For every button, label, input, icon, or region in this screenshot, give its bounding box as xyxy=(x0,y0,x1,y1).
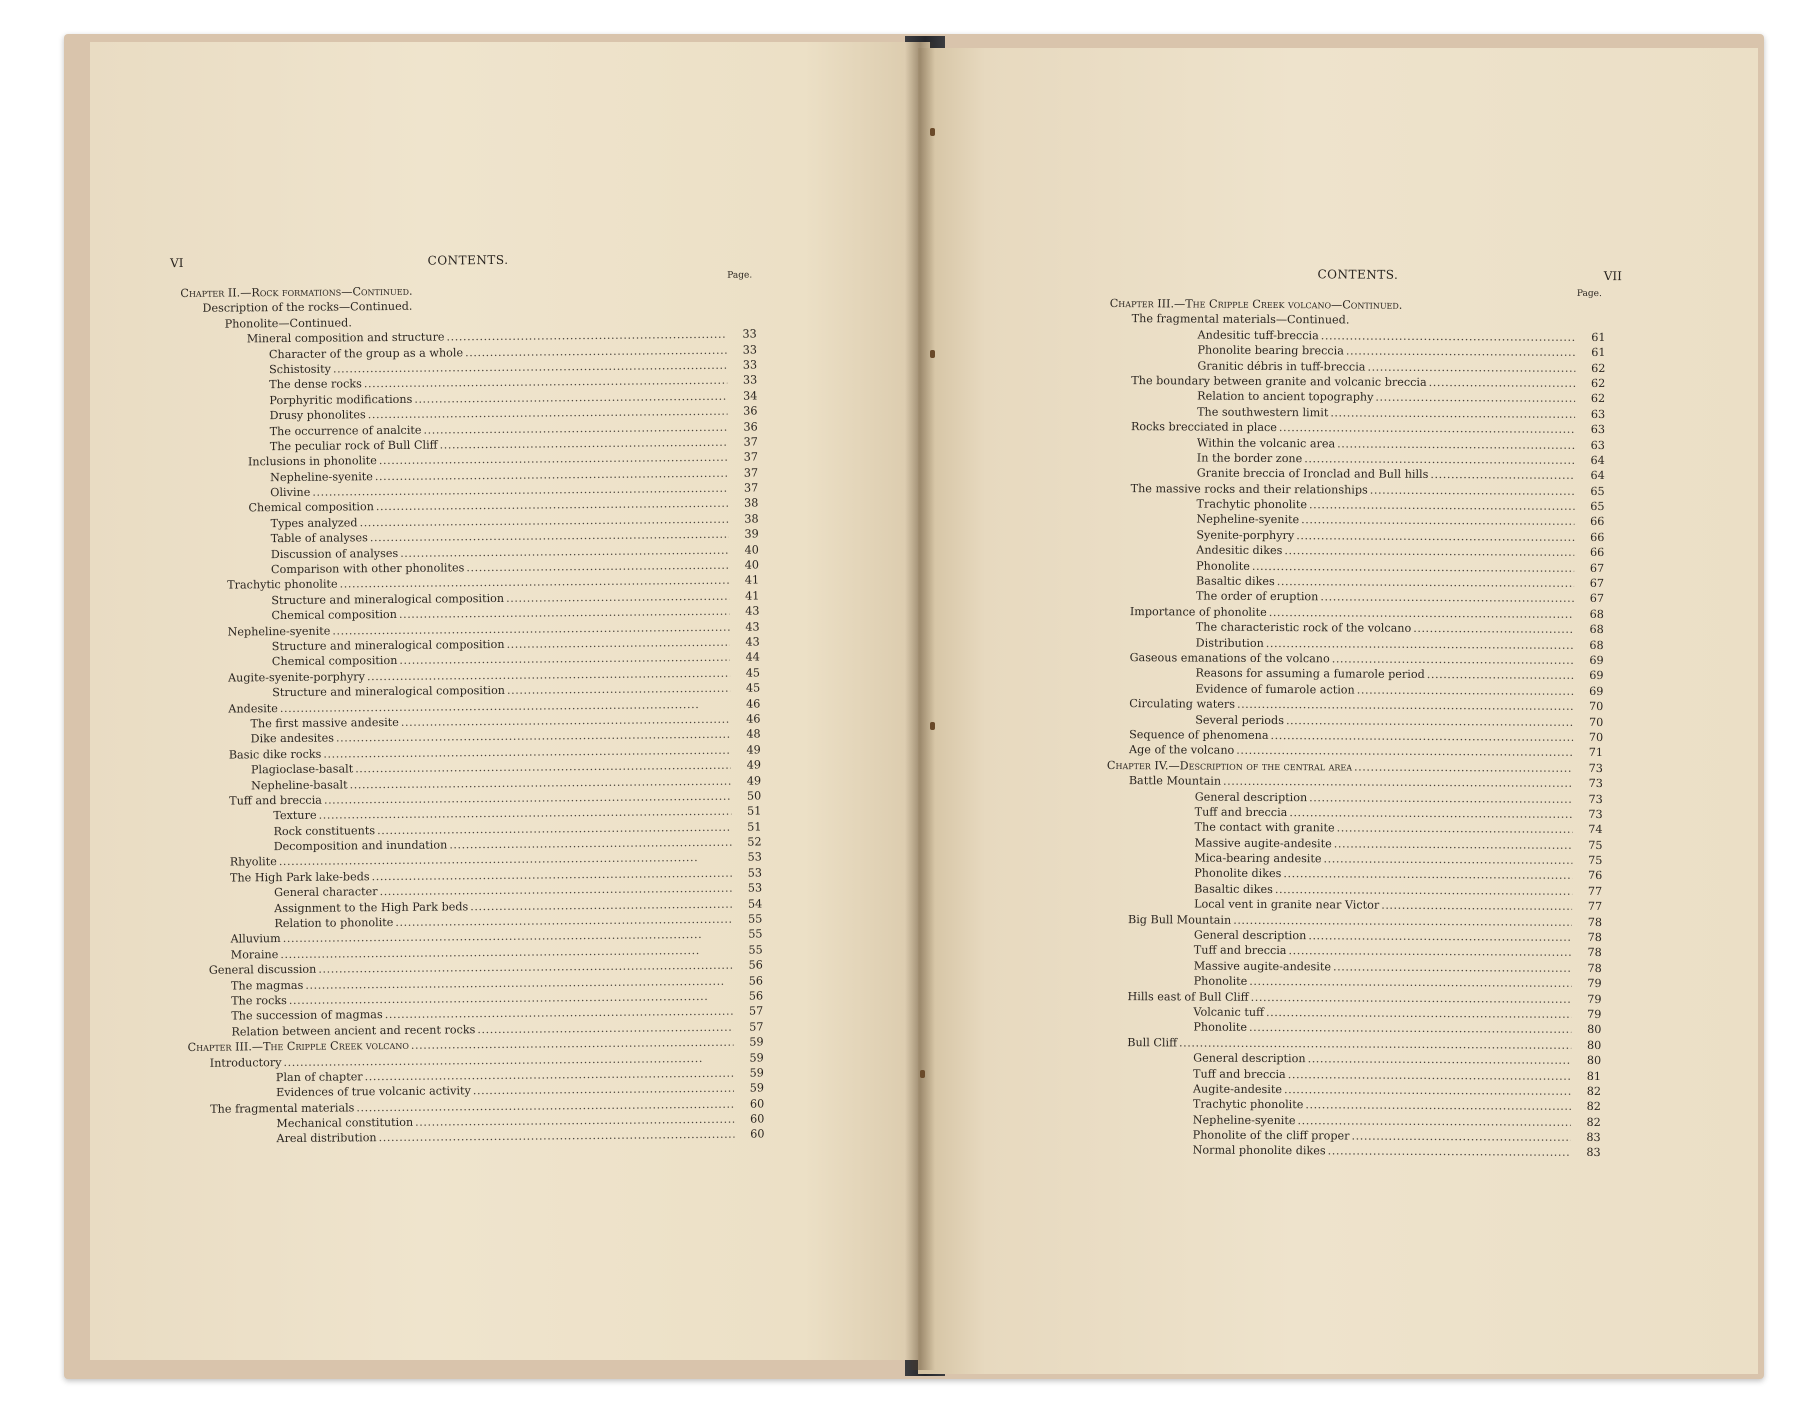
right-entry-list xyxy=(1105,296,1606,1161)
toc-entry-page: 67 xyxy=(1589,592,1605,606)
right-header xyxy=(1110,266,1622,287)
toc-entry-title: Phonolite xyxy=(1193,1020,1248,1035)
toc-entry-page: 43 xyxy=(745,604,760,618)
toc-entry-title: Mica-bearing andesite xyxy=(1194,851,1322,866)
gutter-shadow xyxy=(905,42,935,1370)
toc-entry-title: Discussion of analyses xyxy=(270,546,399,561)
dot-leader xyxy=(414,307,726,310)
dot-leader xyxy=(1330,405,1575,422)
toc-entry-page: 43 xyxy=(745,635,760,649)
left-toc xyxy=(170,250,765,1147)
toc-entry-title: Granite breccia of Ironclad and Bull hills xyxy=(1196,466,1429,482)
toc-entry-title: Nepheline-syenite xyxy=(227,624,331,639)
toc-entry-page: 68 xyxy=(1589,623,1604,637)
dot-leader xyxy=(415,292,727,295)
toc-entry-page: 65 xyxy=(1590,500,1605,514)
toc-entry-title: In the border zone xyxy=(1196,451,1303,466)
toc-entry-title: Massive augite-andesite xyxy=(1193,959,1332,974)
toc-entry-page: 71 xyxy=(1588,746,1604,760)
toc-entry-page: 37 xyxy=(743,435,758,449)
toc-entry-title: Massive augite-andesite xyxy=(1194,836,1332,851)
toc-entry xyxy=(1106,912,1602,930)
left-page-column-label: Page. xyxy=(727,270,753,281)
toc-entry-page: 69 xyxy=(1589,684,1604,698)
toc-entry-title: The characteristic rock of the volcano xyxy=(1195,620,1412,636)
dot-leader xyxy=(1323,851,1572,868)
toc-entry-title: Importance of phonolite xyxy=(1129,604,1267,619)
toc-entry-page: 82 xyxy=(1586,1115,1601,1129)
toc-entry-page: 68 xyxy=(1589,607,1604,621)
dot-leader xyxy=(1333,959,1572,976)
toc-entry-page: 54 xyxy=(747,897,763,911)
toc-entry-title: Within the volcanic area xyxy=(1196,436,1336,450)
toc-entry-page: 38 xyxy=(744,496,759,511)
toc-entry-page: 69 xyxy=(1589,653,1604,668)
toc-entry-title: General character xyxy=(274,885,378,900)
dot-leader xyxy=(1270,728,1573,745)
dot-leader xyxy=(1370,482,1575,499)
toc-entry-page: 33 xyxy=(742,373,758,387)
left-entry-list xyxy=(180,280,764,1147)
toc-entry-title: The order of eruption xyxy=(1195,589,1319,604)
dot-leader xyxy=(1309,497,1575,514)
dot-leader xyxy=(1277,574,1574,591)
toc-entry-title: The fragmental materials—Continued. xyxy=(1131,312,1350,327)
binding-thread-mark xyxy=(930,128,935,136)
toc-entry-title: Relation between ancient and recent rocks xyxy=(231,1022,476,1039)
toc-entry-page: 50 xyxy=(746,789,762,803)
toc-entry-title: Syenite-porphyry xyxy=(1196,528,1295,542)
toc-entry-title: The High Park lake-beds xyxy=(229,870,370,885)
toc-entry-page: 70 xyxy=(1588,730,1604,744)
toc-entry-title: Plan of chapter xyxy=(275,1070,363,1085)
toc-entry-title: The magmas xyxy=(230,978,304,993)
toc-entry-title: The rocks xyxy=(231,993,287,1008)
toc-entry-title: General description xyxy=(1194,790,1308,804)
toc-entry-title: Drusy phonolites xyxy=(269,408,366,423)
toc-entry-title: Basaltic dikes xyxy=(1194,882,1273,896)
toc-entry-title: Phonolite of the cliff proper xyxy=(1192,1128,1350,1143)
toc-entry-title: Andesitic tuff-breccia xyxy=(1197,328,1319,343)
toc-entry-page: 40 xyxy=(744,543,759,557)
toc-entry-title: The occurrence of analcite xyxy=(269,423,422,438)
toc-entry-page: 81 xyxy=(1586,1069,1602,1083)
toc-entry-page: 75 xyxy=(1588,838,1603,852)
toc-entry-page: 49 xyxy=(746,773,762,788)
toc-entry-page: 37 xyxy=(743,481,759,495)
toc-entry-page: 53 xyxy=(747,850,762,865)
left-running-head: CONTENTS. xyxy=(427,252,509,268)
toc-entry-page: 73 xyxy=(1588,807,1603,821)
toc-entry xyxy=(1109,373,1605,391)
toc-entry xyxy=(1105,1142,1601,1160)
dot-leader xyxy=(1381,898,1572,915)
toc-entry-page: 82 xyxy=(1586,1100,1601,1114)
right-toc xyxy=(1105,266,1622,1161)
toc-entry-title: Comparison with other phonolites xyxy=(270,561,465,577)
dot-leader xyxy=(1288,1067,1571,1084)
toc-entry-title: Sequence of phenomena xyxy=(1129,728,1269,742)
dot-leader xyxy=(354,323,727,327)
toc-entry-page: 51 xyxy=(747,820,762,834)
toc-entry-title: Normal phonolite dikes xyxy=(1192,1144,1326,1158)
toc-entry-page: 62 xyxy=(1591,361,1606,375)
toc-entry-title: Areal distribution xyxy=(276,1131,377,1146)
toc-entry-title: The peculiar rock of Bull Cliff xyxy=(269,438,438,454)
toc-entry-title: Nepheline-syenite xyxy=(270,469,373,484)
toc-entry-page: 51 xyxy=(747,804,762,818)
toc-entry xyxy=(1107,773,1603,791)
toc-entry-title: Reasons for assuming a fumarole period xyxy=(1195,666,1425,682)
toc-entry-title: Chemical composition xyxy=(271,608,397,623)
toc-entry-title: Structure and mineralogical composition xyxy=(271,637,505,654)
toc-entry-page: 74 xyxy=(1588,823,1603,837)
toc-entry-title: Circulating waters xyxy=(1129,697,1236,711)
toc-entry-page: 62 xyxy=(1590,392,1606,406)
dot-leader xyxy=(1332,651,1574,668)
toc-entry-page: 61 xyxy=(1591,346,1606,360)
dot-leader xyxy=(1284,543,1574,560)
toc-entry-page: 70 xyxy=(1589,700,1604,714)
toc-entry-title: Trachytic phonolite xyxy=(1196,497,1308,512)
toc-entry-title: Alluvium xyxy=(230,932,281,946)
toc-entry-page: 46 xyxy=(746,696,761,711)
dot-leader xyxy=(1321,328,1576,345)
toc-entry-page: 78 xyxy=(1587,915,1603,929)
toc-entry-title: Volcanic tuff xyxy=(1193,1005,1265,1019)
toc-entry-title: Several periods xyxy=(1195,713,1285,727)
toc-entry-title: Chemical composition xyxy=(248,500,374,515)
toc-entry xyxy=(1108,604,1604,622)
toc-entry xyxy=(1108,650,1604,668)
toc-entry-page: 40 xyxy=(744,558,760,572)
right-page-column-label: Page. xyxy=(1576,288,1602,300)
binding-thread-mark xyxy=(920,1070,925,1078)
toc-entry-page: 53 xyxy=(747,881,763,895)
toc-entry-page: 80 xyxy=(1586,1038,1602,1052)
toc-entry-title: Relation to ancient topography xyxy=(1197,389,1374,404)
toc-entry-title: Rock constituents xyxy=(273,823,376,838)
toc-entry-title: General description xyxy=(1193,928,1307,943)
toc-entry-page: 56 xyxy=(748,974,764,988)
toc-entry-page: 57 xyxy=(749,1020,764,1034)
toc-entry-page: 45 xyxy=(745,681,761,695)
toc-entry-title: Tuff and breccia xyxy=(1193,1067,1286,1081)
toc-entry-page: 43 xyxy=(745,620,760,634)
toc-entry-title: Rhyolite xyxy=(229,855,277,870)
dot-leader xyxy=(1309,790,1573,807)
toc-entry-page: 49 xyxy=(746,743,761,757)
toc-entry-page: 67 xyxy=(1589,561,1605,575)
toc-entry-title: Andesite xyxy=(228,701,278,716)
toc-entry-page: 62 xyxy=(1591,376,1606,390)
toc-entry-title: Evidence of fumarole action xyxy=(1195,682,1355,697)
toc-entry-title: General discussion xyxy=(208,962,317,977)
toc-entry-page: 46 xyxy=(746,712,761,726)
toc-entry-title: The succession of magmas xyxy=(231,1008,383,1023)
toc-entry-page: 52 xyxy=(747,835,762,849)
toc-entry-page: 37 xyxy=(743,450,759,464)
toc-entry-title: Granitic débris in tuff-breccia xyxy=(1197,359,1366,374)
toc-entry-title: Chapter III.—The Cripple Creek volcano xyxy=(187,1038,409,1055)
toc-entry-page: 78 xyxy=(1587,930,1602,945)
toc-entry xyxy=(1109,419,1605,437)
dot-leader xyxy=(1346,344,1576,361)
toc-entry-title: Texture xyxy=(273,808,317,823)
toc-entry-page: 55 xyxy=(748,912,763,926)
toc-entry-page: 59 xyxy=(749,1050,764,1065)
toc-entry-title: Augite-syenite-porphyry xyxy=(227,670,365,685)
toc-entry-title: Distribution xyxy=(1195,636,1264,650)
toc-entry-title: Chapter IV.—Description of the central area xyxy=(1106,758,1353,774)
toc-entry-title: The contact with granite xyxy=(1194,820,1335,835)
toc-entry-page: 60 xyxy=(749,1097,765,1111)
toc-entry-page: 56 xyxy=(748,958,763,972)
dot-leader xyxy=(1429,375,1576,391)
toc-entry-title: Inclusions in phonolite xyxy=(247,454,377,469)
toc-entry-page: 41 xyxy=(744,589,760,603)
toc-entry-page: 37 xyxy=(743,466,759,480)
toc-entry-page: 79 xyxy=(1587,977,1602,991)
toc-entry-title: Mechanical constitution xyxy=(276,1115,414,1131)
dot-leader xyxy=(1286,713,1573,730)
dot-leader xyxy=(1301,513,1574,530)
toc-entry-page: 64 xyxy=(1590,469,1605,483)
toc-entry-title: Phonolite—Continued. xyxy=(224,316,352,331)
toc-entry-page: 33 xyxy=(742,343,757,357)
toc-entry-title: Phonolite bearing breccia xyxy=(1197,343,1344,358)
dot-leader xyxy=(1284,1082,1571,1099)
toc-entry-page: 79 xyxy=(1587,1007,1602,1021)
toc-entry-page: 63 xyxy=(1590,423,1606,437)
toc-entry-title: Schistosity xyxy=(269,362,331,377)
toc-entry-title: Nepheline-syenite xyxy=(1196,513,1300,527)
toc-entry-title: Tuff and breccia xyxy=(1194,805,1288,819)
toc-entry-page: 55 xyxy=(748,927,763,941)
toc-entry-title: Local vent in granite near Victor xyxy=(1194,897,1380,912)
dot-leader xyxy=(1404,309,1575,310)
toc-entry-page: 60 xyxy=(749,1112,765,1126)
toc-entry-title: Trachytic phonolite xyxy=(227,577,338,592)
toc-entry-page: 53 xyxy=(747,866,763,880)
dot-leader xyxy=(1328,1144,1571,1161)
toc-entry-page: 59 xyxy=(749,1081,765,1095)
toc-entry-title: Gaseous emanations of the volcano xyxy=(1129,651,1330,666)
toc-entry-page: 33 xyxy=(742,358,758,372)
toc-entry-title: Nepheline-syenite xyxy=(1192,1113,1296,1127)
toc-entry-title: Chemical composition xyxy=(271,654,398,669)
toc-entry-title: Character of the group as a whole xyxy=(268,345,464,361)
binding-thread-mark xyxy=(930,350,935,358)
toc-entry-page: 75 xyxy=(1588,853,1603,868)
dot-leader xyxy=(1308,1051,1572,1068)
toc-entry-page: 63 xyxy=(1590,407,1606,421)
toc-entry-page: 70 xyxy=(1588,715,1604,729)
toc-entry-page: 77 xyxy=(1587,900,1603,914)
toc-entry-title: Decomposition and inundation xyxy=(273,838,448,854)
toc-entry-title: The first massive andesite xyxy=(250,715,399,731)
toc-entry-page: 73 xyxy=(1588,777,1603,791)
dot-leader xyxy=(1296,528,1574,545)
toc-entry-page: 66 xyxy=(1589,546,1605,560)
toc-entry-page: 39 xyxy=(744,527,759,541)
toc-entry-page: 73 xyxy=(1588,792,1603,806)
right-folio: VII xyxy=(1603,269,1622,284)
dot-leader xyxy=(1375,390,1575,407)
toc-entry-title: Relation to phonolite xyxy=(274,915,394,931)
toc-entry-page: 65 xyxy=(1590,484,1605,498)
toc-entry-page: 66 xyxy=(1590,515,1605,529)
toc-entry-title: The southwestern limit xyxy=(1197,405,1329,420)
toc-entry-page: 82 xyxy=(1586,1084,1602,1098)
toc-entry-title: Mineral composition and structure xyxy=(246,330,445,346)
dot-leader xyxy=(1288,944,1571,961)
toc-entry-page: 64 xyxy=(1590,453,1605,467)
dot-leader xyxy=(1351,324,1575,325)
toc-entry xyxy=(1109,481,1605,499)
toc-entry-title: Olivine xyxy=(270,485,311,500)
toc-entry-title: Assignment to the High Park beds xyxy=(274,899,469,915)
dot-leader xyxy=(1275,882,1572,899)
toc-entry-title: The boundary between granite and volcanic breccia xyxy=(1131,374,1427,389)
toc-entry-page: 67 xyxy=(1589,576,1605,591)
toc-entry-title: The dense rocks xyxy=(269,377,362,392)
dot-leader xyxy=(1430,467,1574,483)
left-folio: VI xyxy=(170,255,184,271)
toc-entry-title: General description xyxy=(1193,1051,1306,1066)
toc-entry-title: Moraine xyxy=(230,947,279,962)
toc-entry-page: 83 xyxy=(1586,1146,1601,1160)
dot-leader xyxy=(1320,590,1574,607)
toc-entry-page: 83 xyxy=(1586,1131,1601,1145)
toc-entry-title: Tuff and breccia xyxy=(229,793,322,808)
toc-entry-page: 76 xyxy=(1587,869,1603,883)
toc-entry-page: 48 xyxy=(746,727,761,741)
dot-leader xyxy=(1413,621,1574,637)
toc-entry-title: Augite-andesite xyxy=(1192,1082,1283,1096)
right-running-head: CONTENTS. xyxy=(1317,267,1399,282)
toc-entry-title: Basaltic dikes xyxy=(1196,574,1275,589)
dot-leader xyxy=(1334,836,1573,853)
toc-entry-title: Hills east of Bull Cliff xyxy=(1127,989,1249,1004)
toc-entry-page: 80 xyxy=(1587,1023,1602,1037)
toc-entry-title: Structure and mineralogical composition xyxy=(271,591,505,607)
dot-leader xyxy=(1354,759,1573,776)
toc-entry-page: 59 xyxy=(749,1066,764,1080)
toc-entry-page: 68 xyxy=(1589,638,1604,652)
toc-entry-title: The fragmental materials xyxy=(210,1101,355,1116)
toc-entry-page: 56 xyxy=(748,989,764,1003)
toc-entry-page: 59 xyxy=(749,1035,764,1049)
toc-entry-page: 79 xyxy=(1587,992,1602,1006)
toc-entry-page: 36 xyxy=(743,419,758,434)
toc-entry-page: 33 xyxy=(742,327,757,341)
toc-entry-page: 49 xyxy=(746,758,761,772)
toc-entry-page: 66 xyxy=(1590,530,1605,544)
toc-entry-title: Dike andesites xyxy=(250,731,335,746)
dot-leader xyxy=(1427,667,1574,683)
toc-entry-page: 60 xyxy=(750,1127,765,1142)
toc-entry-title: Phonolite dikes xyxy=(1194,866,1282,881)
toc-entry-title: Age of the volcano xyxy=(1129,743,1235,758)
toc-entry-title: Porphyritic modifications xyxy=(269,392,413,407)
toc-entry-page: 45 xyxy=(745,666,761,680)
toc-entry-title: Trachytic phonolite xyxy=(1192,1097,1304,1112)
toc-entry-page: 38 xyxy=(744,512,759,526)
toc-entry-title: Nepheline-basalt xyxy=(251,777,348,792)
toc-entry-page: 55 xyxy=(748,943,763,957)
toc-entry-title: Big Bull Mountain xyxy=(1127,912,1232,927)
toc-entry xyxy=(1105,1035,1601,1053)
dot-leader xyxy=(1297,1113,1570,1130)
toc-entry-page: 78 xyxy=(1587,961,1602,975)
toc-entry-page: 78 xyxy=(1587,946,1602,960)
toc-entry-title: Phonolite xyxy=(1196,559,1250,573)
dot-leader xyxy=(1279,420,1575,437)
toc-entry-title: Basic dike rocks xyxy=(228,747,322,762)
toc-entry-title: Chapter III.—The Cripple Creek volcano—Continued. xyxy=(1109,296,1403,312)
toc-entry-page: 63 xyxy=(1590,438,1605,452)
dot-leader xyxy=(1289,805,1572,822)
toc-entry-page: 34 xyxy=(743,389,758,403)
toc-entry-title: Bull Cliff xyxy=(1127,1035,1178,1050)
dot-leader xyxy=(1352,1129,1571,1146)
toc-entry-page: 44 xyxy=(745,650,760,664)
dot-leader xyxy=(1269,605,1574,622)
toc-entry-title: Chapter II.—Rock formations—Continued. xyxy=(180,284,413,300)
dot-leader xyxy=(1304,451,1575,468)
toc-entry-title: Evidences of true volcanic activity xyxy=(275,1084,471,1100)
toc-entry-page: 61 xyxy=(1591,330,1606,344)
toc-entry-title: Structure and mineralogical composition xyxy=(272,684,506,700)
toc-entry-title: Plagioclase-basalt xyxy=(250,762,354,777)
toc-entry-title: Andesitic dikes xyxy=(1196,543,1283,558)
dot-leader xyxy=(1357,682,1574,699)
toc-entry-page: 80 xyxy=(1586,1054,1602,1068)
toc-entry-page: 77 xyxy=(1587,884,1603,898)
toc-entry-title: Types analyzed xyxy=(270,516,358,531)
dot-leader xyxy=(1305,1098,1571,1115)
toc-entry xyxy=(1110,311,1606,329)
toc-entry xyxy=(1105,989,1601,1007)
dot-leader xyxy=(1308,928,1572,945)
toc-entry-title: Phonolite xyxy=(1193,974,1248,989)
toc-entry-title: Description of the rocks—Continued. xyxy=(202,300,413,316)
toc-entry-title: Table of analyses xyxy=(270,531,368,546)
toc-entry xyxy=(1107,696,1603,714)
dot-leader xyxy=(1337,821,1573,838)
toc-entry-page: 69 xyxy=(1589,669,1604,683)
toc-entry-page: 36 xyxy=(743,404,758,418)
toc-entry-page: 73 xyxy=(1588,761,1603,775)
dot-leader xyxy=(1367,359,1575,376)
toc-entry-title: Rocks brecciated in place xyxy=(1130,420,1277,435)
toc-entry-title: Tuff and breccia xyxy=(1193,943,1287,958)
toc-entry-title: Battle Mountain xyxy=(1128,774,1222,788)
dot-leader xyxy=(1283,867,1572,884)
toc-entry-page: 41 xyxy=(744,573,760,588)
toc-entry-page: 57 xyxy=(748,1004,764,1018)
toc-entry-title: Introductory xyxy=(209,1055,282,1070)
binding-thread-mark xyxy=(930,722,935,730)
toc-entry-title: The massive rocks and their relationships xyxy=(1130,481,1368,497)
dot-leader xyxy=(1337,436,1575,453)
